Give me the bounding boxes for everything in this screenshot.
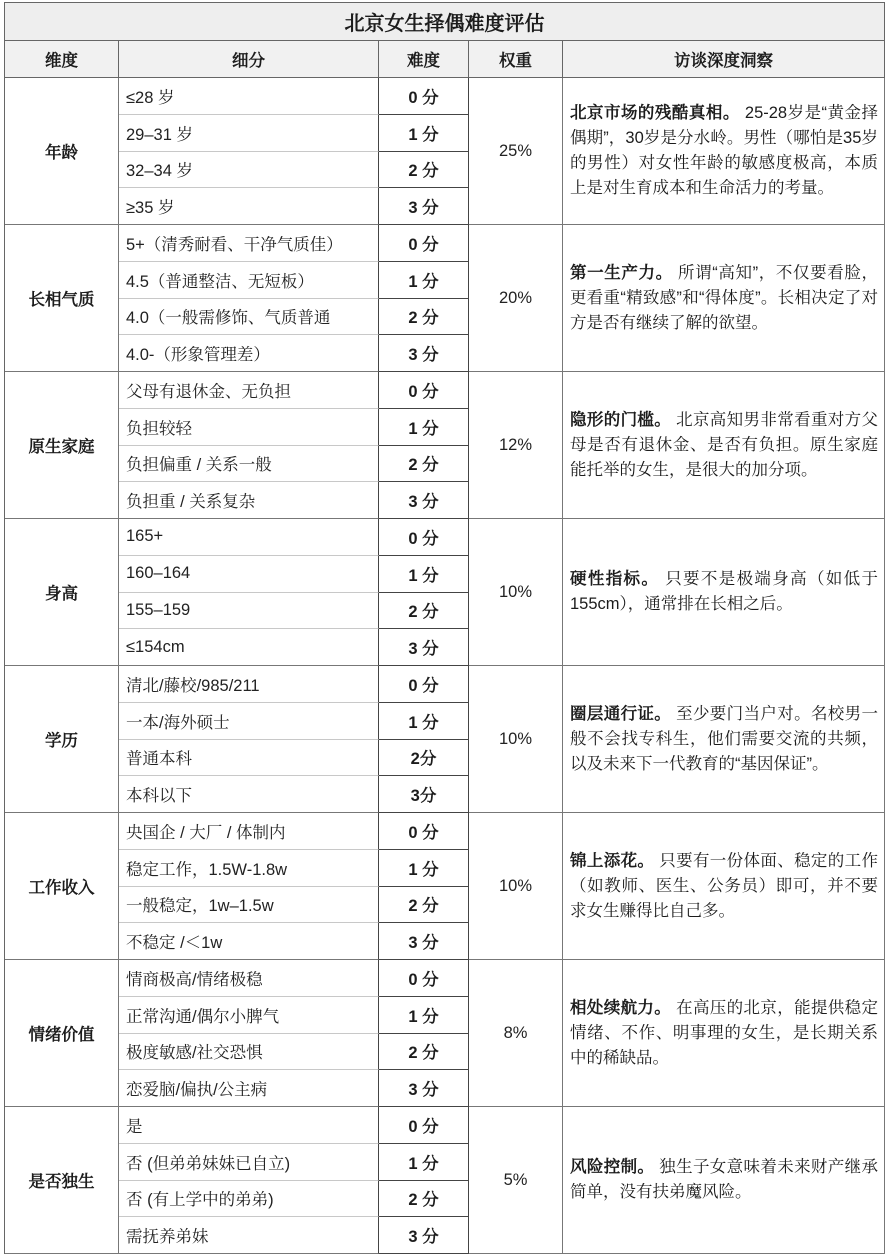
difficulty-cell: 2 分 — [379, 152, 469, 189]
subdivision-cell: 一本/海外硕士 — [119, 703, 379, 740]
subdivision-cell: 4.0-（形象管理差） — [119, 335, 379, 372]
difficulty-cell: 0 分 — [379, 372, 469, 409]
insight-lead: 隐形的门槛。 — [570, 410, 672, 429]
difficulty-cell: 3 分 — [379, 188, 469, 225]
subdivision-cell: 160–164 — [119, 556, 379, 593]
insight-lead: 锦上添花。 — [570, 851, 655, 870]
subdivision-cell: 4.5（普通整洁、无短板） — [119, 262, 379, 299]
insight-paragraph — [570, 567, 878, 617]
difficulty-cell: 1 分 — [379, 850, 469, 887]
group-family-background — [5, 372, 885, 519]
group-appearance — [5, 225, 885, 372]
insight-paragraph — [570, 702, 878, 777]
difficulty-cell: 1 分 — [379, 703, 469, 740]
insight-text: 只要不是极端身高（如低于155cm），通常排在长相之后。 — [570, 570, 879, 613]
subdivision-cell: 清北/藤校/985/211 — [119, 666, 379, 703]
dimension-cell: 学历 — [5, 666, 119, 813]
subdivision-cell: 165+ — [119, 519, 379, 556]
header-subdivision: 细分 — [119, 41, 379, 78]
insight-cell — [563, 372, 885, 519]
subdivision-cell: 极度敏感/社交恐惧 — [119, 1034, 379, 1071]
group-only-child — [5, 1107, 885, 1254]
weight-cell: 10% — [469, 519, 563, 666]
subdivision-cell: 是 — [119, 1107, 379, 1144]
difficulty-cell: 0 分 — [379, 666, 469, 703]
header-insight: 访谈深度洞察 — [563, 41, 885, 78]
insight-text: 25-28岁是“黄金择偶期”，30岁是分水岭。男性（哪怕是35岁的男性）对女性年龄的敏感度极高，本质上是对生育成本和生命活力的考量。 — [570, 104, 878, 197]
subdivision-cell: 一般稳定，1w–1.5w — [119, 887, 379, 924]
difficulty-cell: 3 分 — [379, 629, 469, 666]
subdivision-cell: 父母有退休金、无负担 — [119, 372, 379, 409]
subdivision-cell: ≥35 岁 — [119, 188, 379, 225]
insight-cell — [563, 519, 885, 666]
difficulty-cell: 0 分 — [379, 813, 469, 850]
dimension-cell: 原生家庭 — [5, 372, 119, 519]
insight-paragraph — [570, 996, 878, 1071]
header-row — [5, 41, 885, 78]
subdivision-cell: 29–31 岁 — [119, 115, 379, 152]
subdivision-cell: 恋爱脑/偏执/公主病 — [119, 1070, 379, 1107]
group-income — [5, 813, 885, 960]
insight-text: 独生子女意味着未来财产继承简单，没有扶弟魔风险。 — [570, 1158, 879, 1201]
subdivision-cell: 情商极高/情绪极稳 — [119, 960, 379, 997]
difficulty-cell: 1 分 — [379, 997, 469, 1034]
subdivision-cell: ≤28 岁 — [119, 78, 379, 115]
header-difficulty: 难度 — [379, 41, 469, 78]
insight-text: 在高压的北京，能提供稳定情绪、不作、明事理的女生，是长期关系中的稀缺品。 — [570, 998, 879, 1067]
difficulty-cell: 2分 — [379, 740, 469, 777]
weight-cell: 8% — [469, 960, 563, 1107]
subdivision-cell: 稳定工作，1.5W-1.8w — [119, 850, 379, 887]
difficulty-cell: 1 分 — [379, 556, 469, 593]
subdivision-cell: 需抚养弟妹 — [119, 1217, 379, 1254]
difficulty-cell: 3 分 — [379, 923, 469, 960]
weight-cell: 12% — [469, 372, 563, 519]
header-weight: 权重 — [469, 41, 563, 78]
subdivision-cell: 负担偏重 / 关系一般 — [119, 446, 379, 483]
insight-cell — [563, 813, 885, 960]
group-age — [5, 78, 885, 225]
insight-cell — [563, 666, 885, 813]
weight-cell: 10% — [469, 813, 563, 960]
difficulty-cell: 2 分 — [379, 1181, 469, 1218]
subdivision-cell: 5+（清秀耐看、干净气质佳） — [119, 225, 379, 262]
weight-cell: 5% — [469, 1107, 563, 1254]
insight-paragraph — [570, 849, 878, 924]
subdivision-cell: 负担较轻 — [119, 409, 379, 446]
difficulty-cell: 3 分 — [379, 335, 469, 372]
dimension-cell: 是否独生 — [5, 1107, 119, 1254]
difficulty-cell: 1 分 — [379, 1144, 469, 1181]
subdivision-cell: 4.0（一般需修饰、气质普通 — [119, 299, 379, 336]
insight-lead: 风险控制。 — [570, 1158, 655, 1176]
insight-text: 北京高知男非常看重对方父母是否有退休金、是否有负担。原生家庭能托举的女生，是很大的加分项。 — [570, 410, 879, 479]
insight-cell — [563, 1107, 885, 1254]
difficulty-cell: 0 分 — [379, 519, 469, 556]
subdivision-cell: 155–159 — [119, 593, 379, 630]
subdivision-cell: 不稳定 /＜1w — [119, 923, 379, 960]
evaluation-table — [4, 2, 885, 1254]
difficulty-cell: 0 分 — [379, 225, 469, 262]
dimension-cell: 长相气质 — [5, 225, 119, 372]
group-education — [5, 666, 885, 813]
subdivision-cell: 普通本科 — [119, 740, 379, 777]
subdivision-cell: 负担重 / 关系复杂 — [119, 482, 379, 519]
insight-lead: 相处续航力。 — [570, 998, 672, 1017]
insight-paragraph — [570, 101, 878, 201]
subdivision-cell: 央国企 / 大厂 / 体制内 — [119, 813, 379, 850]
group-emotional-value — [5, 960, 885, 1107]
weight-cell: 20% — [469, 225, 563, 372]
difficulty-cell: 1 分 — [379, 115, 469, 152]
insight-lead: 圈层通行证。 — [570, 704, 672, 723]
insight-text: 只要有一份体面、稳定的工作（如教师、医生、公务员）即可，并不要求女生赚得比自己多。 — [570, 851, 879, 920]
insight-paragraph — [570, 408, 878, 483]
insight-paragraph — [570, 261, 878, 336]
insight-cell — [563, 225, 885, 372]
difficulty-cell: 2 分 — [379, 299, 469, 336]
subdivision-cell: 32–34 岁 — [119, 152, 379, 189]
difficulty-cell: 2 分 — [379, 1034, 469, 1071]
subdivision-cell: 本科以下 — [119, 776, 379, 813]
insight-lead: 硬性指标。 — [570, 570, 660, 588]
difficulty-cell: 2 分 — [379, 593, 469, 630]
weight-cell: 10% — [469, 666, 563, 813]
insight-lead: 第一生产力。 — [570, 263, 673, 282]
subdivision-cell: 否 (有上学中的弟弟) — [119, 1181, 379, 1218]
difficulty-cell: 0 分 — [379, 78, 469, 115]
difficulty-cell: 1 分 — [379, 262, 469, 299]
insight-text: 所谓“高知”，不仅要看脸，更看重“精致感”和“得体度”。长相决定了对方是否有继续了解的欲望。 — [570, 263, 878, 332]
difficulty-cell: 3 分 — [379, 1217, 469, 1254]
dimension-cell: 年龄 — [5, 78, 119, 225]
difficulty-cell: 2 分 — [379, 446, 469, 483]
subdivision-cell: 否 (但弟弟妹妹已自立) — [119, 1144, 379, 1181]
dimension-cell: 工作收入 — [5, 813, 119, 960]
difficulty-cell: 3分 — [379, 776, 469, 813]
group-height — [5, 519, 885, 666]
difficulty-cell: 1 分 — [379, 409, 469, 446]
insight-lead: 北京市场的残酷真相。 — [570, 104, 740, 122]
insight-paragraph — [570, 1155, 878, 1205]
subdivision-cell: ≤154cm — [119, 629, 379, 666]
table-title: 北京女生择偶难度评估 — [5, 3, 885, 41]
weight-cell: 25% — [469, 78, 563, 225]
difficulty-cell: 0 分 — [379, 960, 469, 997]
header-dimension: 维度 — [5, 41, 119, 78]
subdivision-cell: 正常沟通/偶尔小脾气 — [119, 997, 379, 1034]
dimension-cell: 情绪价值 — [5, 960, 119, 1107]
difficulty-cell: 2 分 — [379, 887, 469, 924]
difficulty-cell: 3 分 — [379, 1070, 469, 1107]
insight-cell — [563, 960, 885, 1107]
dimension-cell: 身高 — [5, 519, 119, 666]
difficulty-cell: 3 分 — [379, 482, 469, 519]
insight-text: 至少要门当户对。名校男一般不会找专科生，他们需要交流的共频，以及未来下一代教育的“基因保证”。 — [570, 704, 879, 773]
insight-cell — [563, 78, 885, 225]
difficulty-cell: 0 分 — [379, 1107, 469, 1144]
